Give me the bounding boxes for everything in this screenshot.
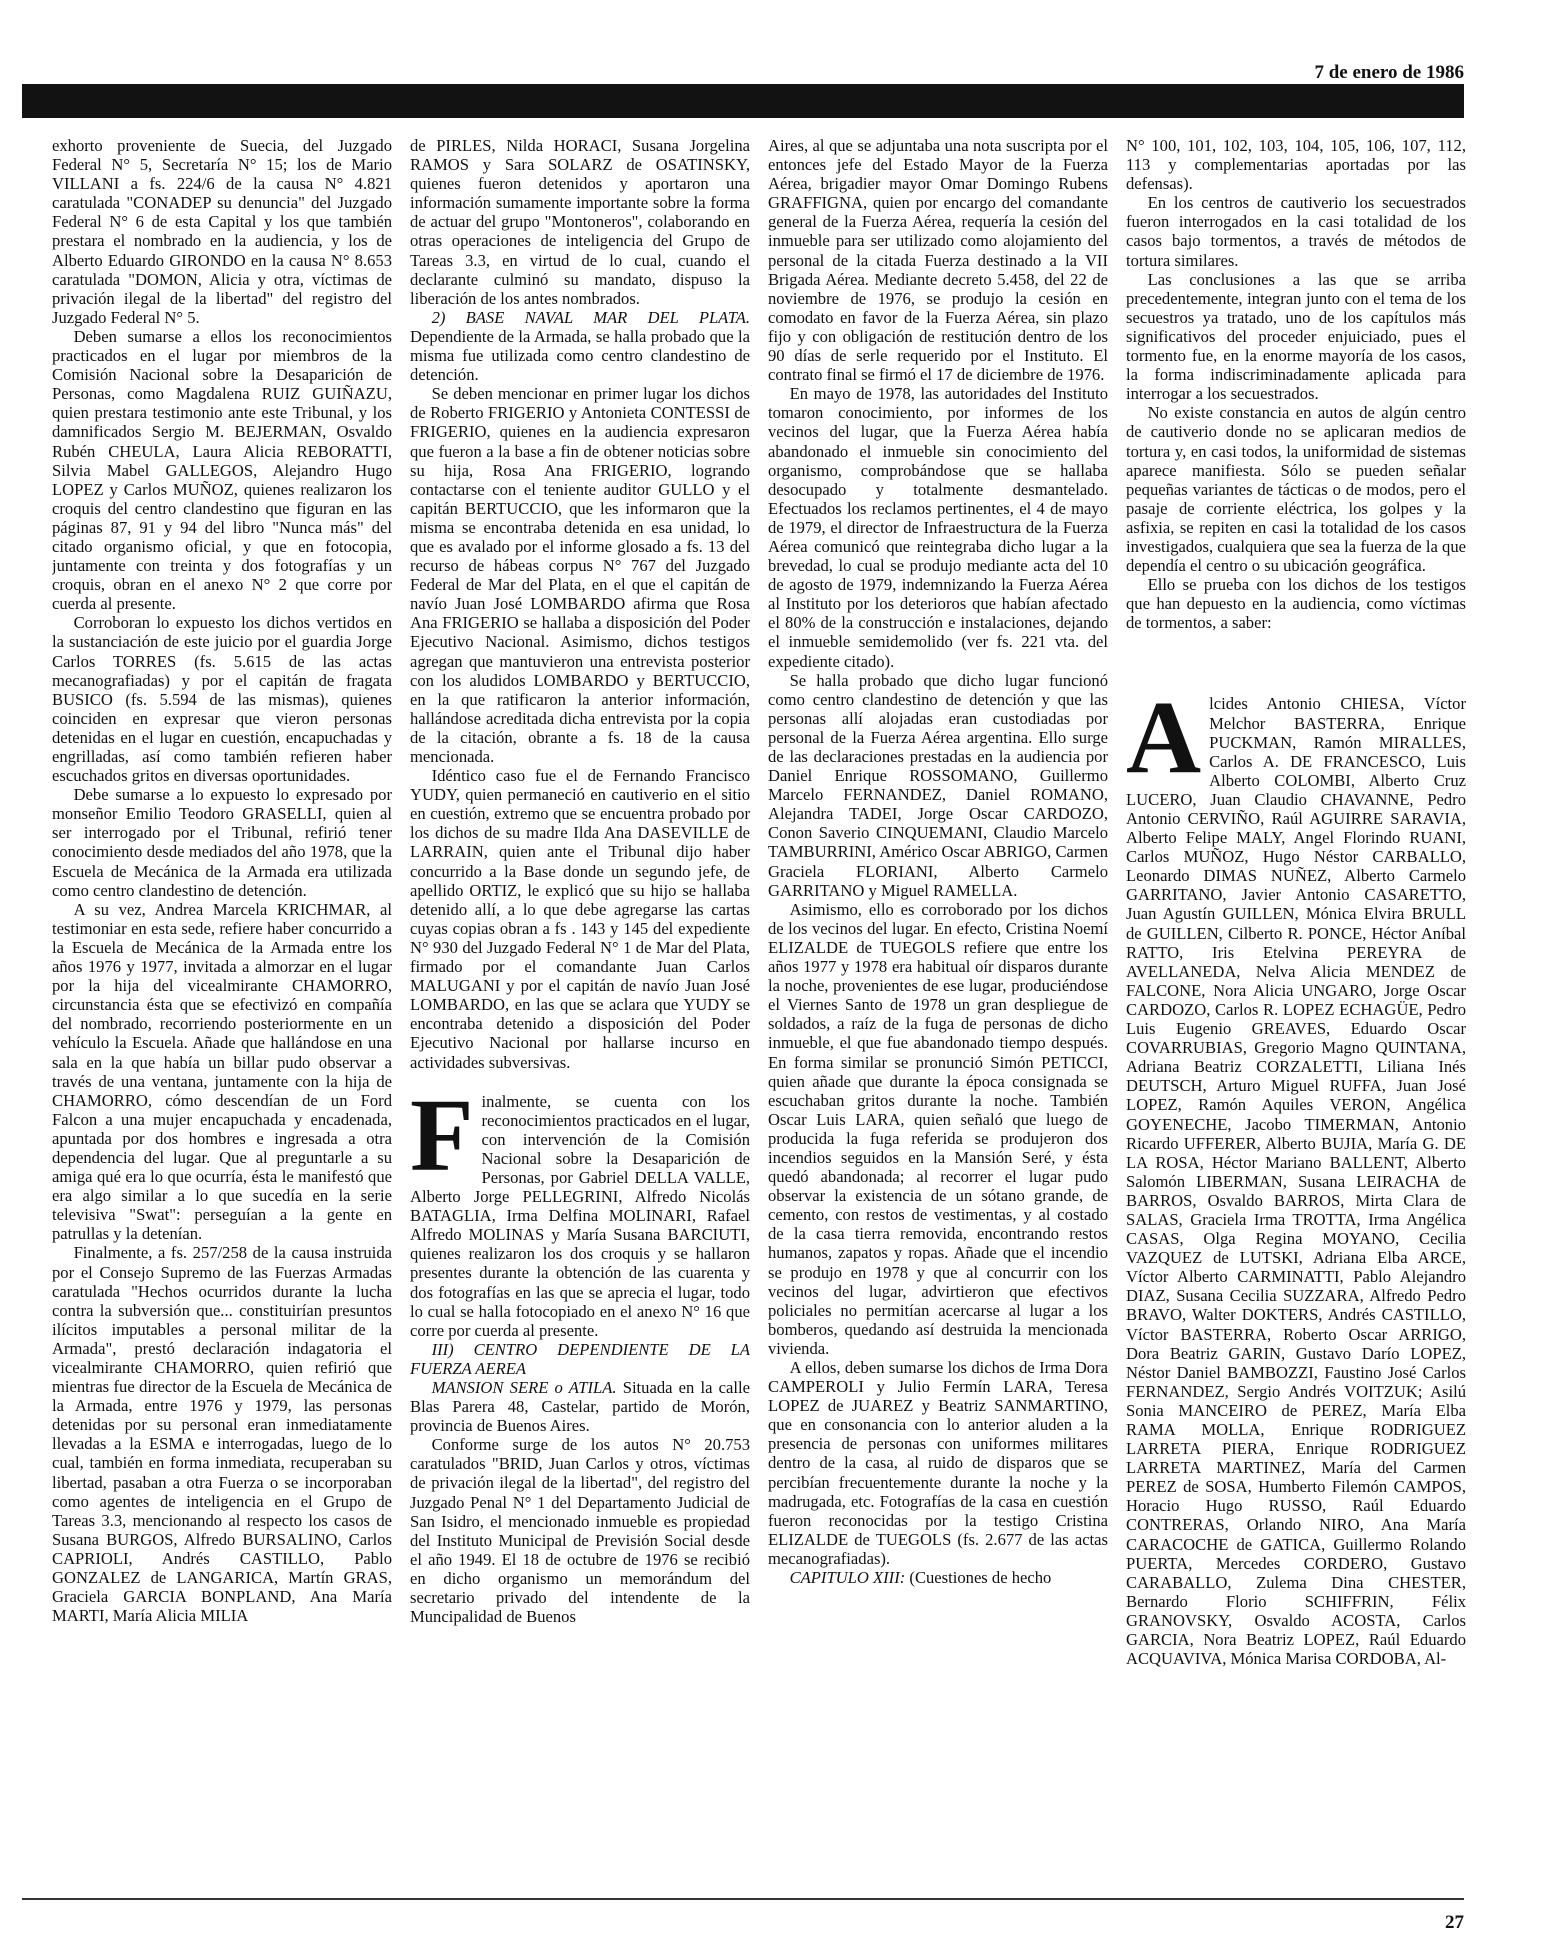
issue-date: 7 de enero de 1986 xyxy=(1314,62,1464,83)
paragraph: A su vez, Andrea Marcela KRICHMAR, al testimoniar en esta sede, refiere haber concurrido a la Escuela de Mecánica de la Armada entre los años 1976 y 1977, invitada a almorzar en el lugar por la hija del vicealmirante CHAMORRO, circunstancia ésta que se efectivizó en compañía del nombrado, recorriendo posteriormente en un vehículo la Escuela. Añade que hallándose en una sala en la que había un billar pudo observar a través de una ventana, juntamente con la hija de CHAMORRO, cómo descendían de un Ford Falcon a una mujer encapuchada y encadenada, apuntada por dos hombres e ingresada a otra dependencia del lugar. Que al preguntarle a su amiga qué era lo que ocurría, ésta le manifestó que era algo similar a lo que sucedía en la serie televisiva "Swat": perseguían a la gente en patrullas y la detenían. xyxy=(52,899,392,1244)
dropcap: F xyxy=(410,1077,474,1193)
paragraph: inalmente, se cuenta con los reconocimientos practicados en el lugar, con intervención de la Comisión Nacional sobre la Desaparición de Personas, por Gabriel DELLA VALLE, Alberto Jorge PELLEGRINI, Alfredo Nicolás BATAGLIA, Irma Delfina MOLINARI, Rafael Alfredo MOLINAS y María Susana BARCIUTI, quienes realizaron los dos croquis y se hallaron presentes durante la obtención de las cuarenta y dos fotografías en las que se aprecia el lugar, todo lo cual se halla fotocopiado en el anexo N° 16 que corre por cuerda al presente. xyxy=(410,1091,750,1340)
article-body xyxy=(52,136,1468,1886)
paragraph: Idéntico caso fue el de Fernando Francisco YUDY, quien permaneció en cautiverio en el sitio en cuestión, extremo que se encuentra probado por los dichos de su madre Ilda Ana DASEVILLE de LARRAIN, quien ante el Tribunal dijo haber concurrido a la Base donde un segundo jefe, de apellido ORTIZ, le explicó que su hijo se hallaba detenido allí, a lo que debe agregarse las cartas cuyas copias obran a fs . 143 y 145 del expediente N° 930 del Juzgado Federal N° 1 de Mar del Plata, firmado por el comandante Juan Carlos MALUGANI y por el capitán de navío Juan José LOMBARDO, en las que se aclara que YUDY se encontraba detenido a disposición del Poder Ejecutivo Nacional por hallarse incurso en actividades subversivas. xyxy=(410,766,750,1072)
paragraph: Las conclusiones a las que se arriba precedentemente, integran junto con el tema de los secuestros ya tratado, uno de los capítulos más significativos del proceder enjuiciado, pues el tormento fue, en la enorme mayoría de los casos, la forma indiscriminadamente aplicada para interrogar a los secuestrados. xyxy=(1126,269,1466,404)
paragraph-text: (Cuestiones de hecho xyxy=(905,1568,1052,1588)
column-1 xyxy=(52,136,392,1886)
paragraph: Deben sumarse a ellos los reconocimientos practicados en el lugar por miembros de la Comisión Nacional sobre la Desaparición de Personas, como Magdalena RUIZ GUIÑAZU, quien prestara testimonio ante este Tribunal, y los damnificados Sergio M. BEJERMAN, Osvaldo Rubén CHEULA, Laura Alicia REBORATTI, Silvia Mabel GALLEGOS, Alejandro Hugo LOPEZ y Carlos MUÑOZ, quienes realizaron los croquis del centro clandestino que figuran en las páginas 87, 91 y 94 del libro "Nunca más" del citado organismo oficial, y que en fotocopia, juntamente con treinta y dos fotografías y un croquis, obran en el anexo N° 2 que corre por cuerda al presente. xyxy=(52,326,392,614)
paragraph-text: Dependiente de la Armada, se halla probado que la misma fue utilizada como centro clandestino de detención. xyxy=(410,326,750,385)
paragraph: lcides Antonio CHIESA, Víctor Melchor BASTERRA, Enrique PUCKMAN, Ramón MIRALLES, Carlos A. DE FRANCESCO, Luis Alberto COLOMBI, Alberto Cruz LUCERO, Juan Claudio CHAVANNE, Pedro Antonio CERVIÑO, Raúl AGUIRRE SARAVIA, Alberto Felipe MALY, Angel Florindo RUANI, Carlos MUÑOZ, Hugo Néstor CARBALLO, Leonardo DIMAS NUÑEZ, Alberto Carmelo GARRITANO, Javier Antonio CASARETTO, Juan Agustín GUILLEN, Mónica Elvira BRULL de GUILLEN, Cilberto R. PONCE, Héctor Aníbal RATTO, Iris Etelvina PEREYRA de AVELLANEDA, Nelva Alicia MENDEZ de FALCONE, Nora Alicia UNGARO, Jorge Oscar CARDOZO, Carlos R. LOPEZ ECHAGÜE, Pedro Luis Eugenio GREAVES, Eduardo Oscar COVARRUBIAS, Gregorio Magno QUINTANA, Adriana Beatriz CORZALETTI, Liliana Inés DEUTSCH, Arturo Miguel RUFFA, Juan José LOPEZ, Ramón Aquiles VERON, Angélica GOYENECHE, Jacobo TIMERMAN, Antonio Ricardo UFFERER, Alberto BUJIA, María G. DE LA ROSA, Héctor Mariano BALLENT, Alberto Salomón LIBERMAN, Susana LEIRACHA de BARROS, Osvaldo BARROS, Mirta Clara de SALAS, Graciela Irma TROTTA, Irma Angélica CASAS, Olga Regina MOYANO, Cecilia VAZQUEZ de LUTSKI, Adriana Elba ARCE, Víctor Alberto CARMINATTI, Pablo Alejandro DIAZ, Susana Cecilia SUZZARA, Alfredo Pedro BRAVO, Walter DOKTERS, Andrés CASTILLO, Víctor BASTERRA, Roberto Oscar ARRIGO, Dora Beatriz GARIN, Gustavo Darío LOPEZ, Néstor Daniel BAMBOZZI, Faustino José Carlos FERNANDEZ, Sergio Andrés VOITZUK; Asilú Sonia MANCEIRO de PEREZ, María Elba RAMA MOLLA, Enrique RODRIGUEZ LARRETA PIERA, Enrique RODRIGUEZ LARRETA MARTINEZ, María del Carmen PEREZ de SOSA, Humberto Filemón CAMPOS, Horacio Hugo RUSSO, Raúl Eduardo CONTRERAS, Orlando NIRO, Ana María CARACOCHE de GATICA, Guillermo Rolando PUERTA, Mercedes CORDERO, Gustavo CARABALLO, Zulema Dina CHESTER, Bernardo Florio SCHIFFRIN, Félix GRANOVSKY, Osvaldo ACOSTA, Carlos GARCIA, Nora Beatriz LOPEZ, Raúl Eduardo ACQUAVIVA, Mónica Marisa CORDOBA, Al- xyxy=(1126,694,1466,1669)
paragraph xyxy=(410,308,750,384)
column-4 xyxy=(1126,136,1466,1886)
section-title: 2) BASE NAVAL MAR DEL PLATA. xyxy=(431,307,750,327)
paragraph: Conforme surge de los autos N° 20.753 caratulados "BRID, Juan Carlos y otros, víctimas de privación ilegal de la libertad", del registro del Juzgado Penal N° 1 del Departamento Judicial de San Isidro, el mencionado inmueble es propiedad del Instituto Municipal de Previsión Social desde el año 1949. El 18 de octubre de 1976 se recibió en dicho organismo un memorándum del secretario privado del intendente de la Muncipalidad de Buenos xyxy=(410,1435,750,1627)
paragraph: A ellos, deben sumarse los dichos de Irma Dora CAMPEROLI y Julio Fermín LARA, Teresa LOPEZ de JUAREZ y Beatriz SANMARTINO, que en consonancia con lo anterior aluden a la presencia de personas con uniformes militares dentro de la casa, al ruido de disparos que se percibían frecuentemente durante la noche y la madrugada, etc. Fotografías de la casa en cuestión fueron reconocidas por la testigo Cristina ELIZALDE de TUEGOLS (fs. 2.677 de las actas mecanografiadas). xyxy=(768,1358,1108,1568)
column-3 xyxy=(768,136,1108,1886)
paragraph: Se halla probado que dicho lugar funcionó como centro clandestino de detención y que las personas allí alojadas eran custodiadas por personal de la Fuerza Aérea argentina. Ello surge de las declaraciones prestadas en la audiencia por Daniel Enrique ROSSOMANO, Guillermo Marcelo FERNANDEZ, Daniel ROMANO, Alejandra TADEI, Jorge Oscar CARDOZO, Conon Saverio CINQUEMANI, Claudio Marcelo TAMBURRINI, Américo Oscar ABRIGO, Carmen Graciela FLORIANI, Alberto Carmelo GARRITANO y Miguel RAMELLA. xyxy=(768,670,1108,900)
paragraph: Se deben mencionar en primer lugar los dichos de Roberto FRIGERIO y Antonieta CONTESSI de FRIGERIO, quienes en la audiencia expresaron que fueron a la base a fin de obtener noticias sobre su hija, Rosa Ana FRIGERIO, logrando contactarse con el teniente auditor GULLO y el capitán BERTUCCIO, que les informaron que la misma se encontraba detenida en esa unidad, lo que es avalado por el informe glosado a fs. 13 del recurso de hábeas corpus N° 767 del Juzgado Federal de Mar del Plata, en el que el capitán de navío Juan José LOMBARDO afirma que Rosa Ana FRIGERIO se hallaba a disposición del Poder Ejecutivo Nacional. Asimismo, dichos testigos agregan que mantuvieron una entrevista posterior con los aludidos LOMBARDO y BERTUCCIO, en la que ratificaron la anterior información, hallándose acreditada dicha entrevista por la copia de la citación, obrante a fs. 18 de la causa mencionada. xyxy=(410,384,750,766)
paragraph: Aires, al que se adjuntaba una nota suscripta por el entonces jefe del Estado Mayor de la Fuerza Aérea, brigadier mayor Omar Domingo Rubens GRAFFIGNA, quien por encargo del comandante general de la Fuerza Aérea, requería la cesión del inmueble para ser utilizado como alojamiento del personal de la citada Fuerza destinado a la VII Brigada Aérea. Mediante decreto 5.458, del 22 de noviembre de 1976, se produjo la cesión en comodato en favor de la Fuerza Aérea, sin plazo fijo y con obligación de restitución dentro de los 90 días de serle requerido por el Instituto. El contrato final se firmó el 17 de diciembre de 1976. xyxy=(768,136,1108,385)
paragraph: En mayo de 1978, las autoridades del Instituto tomaron conocimiento, por informes de los vecinos del lugar, que la Fuerza Aérea había abandonado el inmueble sin conocimiento del organismo, comprobándose que se hallaba desocupado y totalmente desmantelado. Efectuados los reclamos pertinentes, el 4 de mayo de 1979, el director de Infraestructura de la Fuerza Aérea comunicó que reintegraba dicho lugar a la brevedad, lo cual se produjo mediante acta del 10 de agosto de 1979, indemnizando la Fuerza Aérea al Instituto por los deterioros que habían afectado el 80% de la construcción e instalaciones, dejando el inmueble semidemolido (ver fs. 221 vta. del expediente citado). xyxy=(768,384,1108,671)
paragraph-text: Situada en la calle Blas Parera 48, Castelar, partido de Morón, provincia de Buenos Aires. xyxy=(410,1378,750,1436)
paragraph: No existe constancia en autos de algún centro de cautiverio donde no se aplicaran medios de tortura y, en casi todos, la uniformidad de sistemas aparece manifiesta. Sólo se pueden señalar pequeñas variantes de tácticas o de modos, pero el pasaje de corriente eléctrica, los golpes y la asfixia, se repiten en casi la totalidad de los casos investigados, cualquiera que sea la fuerza de la que dependía el centro o su ubicación geográfica. xyxy=(1126,403,1466,576)
paragraph: Corroboran lo expuesto los dichos vertidos en la sustanciación de este juicio por el guardia Jorge Carlos TORRES (fs. 5.615 de las actas mecanografiadas) y por el capitán de fragata BUSICO (fs. 5.594 de las mismas), quienes coinciden en expresar que vieron personas detenidas en el lugar en cuestión, encapuchadas y engrilladas, así como también refieren haber escuchados gritos en diversas oportunidades. xyxy=(52,613,392,786)
section-heading: III) CENTRO DEPENDIENTE DE LA FUERZA AEREA xyxy=(410,1339,750,1378)
page-number: 27 xyxy=(1445,1912,1464,1933)
paragraph: Finalmente, a fs. 257/258 de la causa instruida por el Consejo Supremo de las Fuerzas Armadas caratulada "Hechos ocurridos durante la lucha contra la subversión que... constituirían presuntos ilícitos imputables a personal militar de la Armada", prestó declaración indagatoria el vicealmirante CHAMORRO, quien refirió que mientras fue director de la Escuela de Mecánica de la Armada, entre 1976 y 1979, las personas detenidas por su personal eran inmediatamente llevadas a la ESMA e interrogadas, luego de lo cual, también en forma inmediata, recuperaban su libertad, pasaban a otra Fuerza o se incorporaban como agentes de inteligencia en el Grupo de Tareas 3.3, mencionando al respecto los casos de Susana BURGOS, Alfredo BURSALINO, Carlos CAPRIOLI, Andrés CASTILLO, Pablo GONZALEZ de LANGARICA, Martín GRAS, Graciela GARCIA BONPLAND, Ana María MARTI, María Alicia MILIA xyxy=(52,1243,392,1626)
paragraph: N° 100, 101, 102, 103, 104, 105, 106, 107, 112, 113 y complementarias aportadas por las defensas). xyxy=(1126,136,1466,194)
section-title: MANSION SERE o ATILA. xyxy=(431,1378,617,1397)
paragraph: Asimismo, ello es corroborado por los dichos de los vecinos del lugar. En efecto, Cristina Noemí ELIZALDE de TUEGOLS refiere que entre los años 1977 y 1978 era habitual oír disparos durante la noche, provenientes de ese lugar, produciéndose el Viernes Santo de 1978 un gran despliegue de soldados, a raíz de la fuga de personas de dicho inmueble, el que fue abandonado tiempo después. En forma similar se pronunció Simón PETICCI, quien añade que durante la época consignada se escuchaban gritos durante la noche. También Oscar Luis LARA, quien señaló que luego de producida la fuga referida se produjeron dos incendios seguidos en la Mansión Seré, y ésta quedó abandonada; al recorrer el lugar pudo observar la existencia de un sótano grande, de cemento, con restos de vestimentas, y al costado de la casa tierra removida, encontrando restos humanos, zapatos y ropas. Añade que el incendio se produjo en 1978 y que al concurrir con los vecinos del lugar, advirtieron que efectivos policiales no permitían acercarse al lugar a los bomberos, quedando así destruida la mencionada vivienda. xyxy=(768,899,1108,1358)
dropcap-paragraph xyxy=(1126,680,1466,1669)
paragraph: exhorto proveniente de Suecia, del Juzgado Federal N° 5, Secretaría N° 15; los de Mario VILLANI a fs. 224/6 de la causa N° 4.821 caratulada "CONADEP su denuncia" del Juzgado Federal N° 6 de esta Capital y los que también prestara el nombrado en la audiencia, y los de Alberto Eduardo GIRONDO en la causa N° 8.653 caratulada "DOMON, Alicia y otra, víctimas de privación ilegal de la libertad" del registro del Juzgado Federal N° 5. xyxy=(52,136,392,327)
paragraph: Ello se prueba con los dichos de los testigos que han depuesto en la audiencia, como víctimas de tormentos, a saber: xyxy=(1126,575,1466,633)
paragraph xyxy=(768,1568,1108,1587)
paragraph xyxy=(410,1378,750,1435)
paragraph: En los centros de cautiverio los secuestrados fueron interrogados en la casi totalidad de los casos bajo tormentos, a través de métodos de tortura similares. xyxy=(1126,193,1466,270)
dropcap: A xyxy=(1126,680,1202,796)
column-2 xyxy=(410,136,750,1886)
dropcap-paragraph xyxy=(410,1077,750,1340)
header-rule xyxy=(22,84,1464,118)
paragraph: de PIRLES, Nilda HORACI, Susana Jorgelina RAMOS y Sara SOLARZ de OSATINSKY, quienes fueron detenidos y aportaron una información sumamente importante sobre la forma de actuar del grupo "Montoneros", colaborando en otras operaciones de inteligencia del Grupo de Tareas 3.3, en virtud de lo cual, cuando el declarante culminó su mandato, dispuso la liberación de los antes nombrados. xyxy=(410,136,750,308)
paragraph: Debe sumarse a lo expuesto lo expresado por monseñor Emilio Teodoro GRASELLI, quien al ser interrogado por el Tribunal, refirió tener conocimiento desde mediados del año 1978, que la Escuela de Mecánica de la Armada era utilizada como centro clandestino de detención. xyxy=(52,785,392,900)
footer-rule xyxy=(22,1898,1464,1900)
section-title: CAPITULO XIII: xyxy=(789,1568,906,1588)
